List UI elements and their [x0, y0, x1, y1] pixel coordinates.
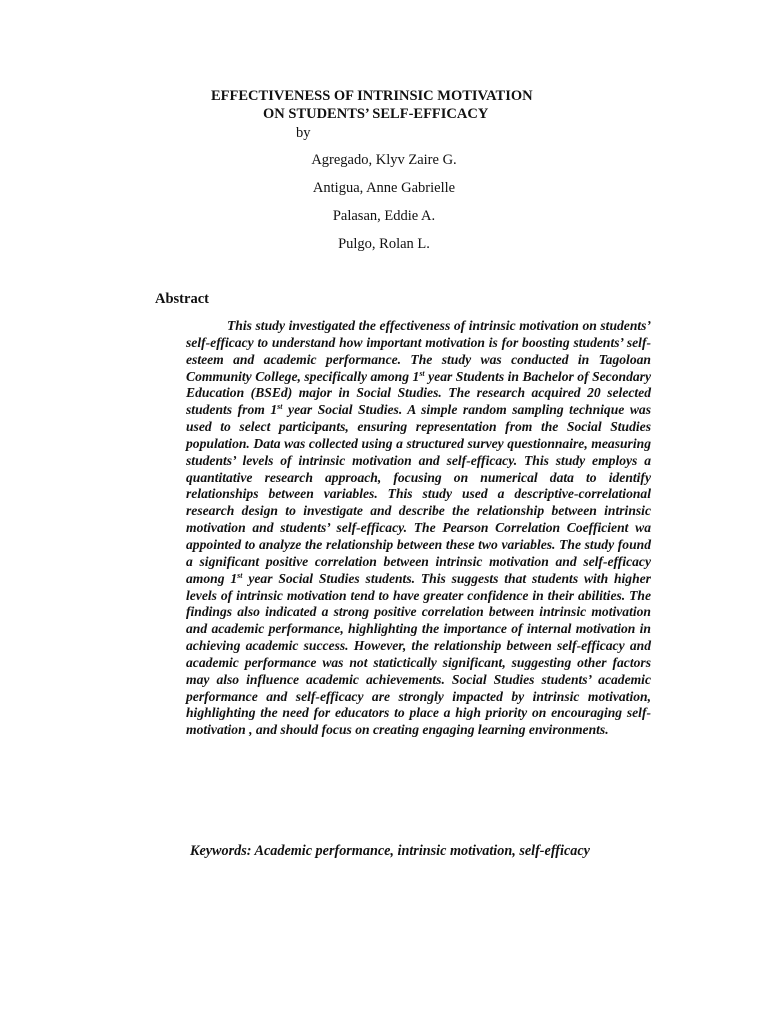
- author-name: Palasan, Eddie A.: [332, 208, 436, 224]
- abstract-text: year Social Studies students. This suggests that students with higher levels of intrinsic motivation tend to have greater confidence in their abilities. The findings also indicated a strong positive correlation between intrinsic motivation and academic performance, highlighting the importance of internal motivation in achieving academic success. However, the relationship between self-efficacy and academic performance was not statictically significant, suggesting other factors may also influence academic achievements. Social Studies students’ academic performance and self-efficacy are strongly impacted by intrinsic motivation, highlighting the need for educators to place a high priority on encouraging self-motivation , and should focus on creating engaging learning environments.: [186, 570, 651, 738]
- author-name: Antigua, Anne Gabrielle: [312, 180, 456, 196]
- author-name: Agregado, Klyv Zaire G.: [311, 152, 457, 168]
- abstract-text: This study investigated the effectiveness of intrinsic motivation on students’ self-efficacy to understand how important motivation is for boosting students’ self-esteem and academic performance. The study was conducted in Tagoloan Community College, specifically among 1: [186, 318, 651, 384]
- keywords-line: Keywords: Academic performance, intrinsic motivation, self-efficacy: [190, 843, 590, 859]
- abstract-text: year Social Studies. A simple random sampling technique was used to select participants, ensuring representation from the Social Studies population. Data was collected using a structured survey questionnaire, measuring students’ levels of intrinsic motivation and self-efficacy. This study employs a quantitative research approach, focusing on numerical data to identify relationships between variables. This study used a descriptive-correlational research design to investigate and describe the relationship between intrinsic motivation and students’ self-efficacy. The Pearson Correlation Coefficient wa appointed to analyze the relationship between these two variables. The study found a significant positive correlation between intrinsic motivation and self-efficacy among 1: [186, 402, 651, 586]
- author-name: Pulgo, Rolan L.: [338, 236, 430, 252]
- abstract-body: [186, 318, 651, 739]
- ordinal-superscript: st: [419, 368, 425, 378]
- by-line: by: [296, 125, 311, 141]
- abstract-heading: Abstract: [155, 291, 209, 307]
- title-line-2: ON STUDENTS’ SELF-EFFICACY: [263, 106, 489, 122]
- ordinal-superscript: st: [237, 570, 243, 580]
- abstract-text: year Students in Bachelor of Secondary Education (BSEd) major in Social Studies. The research acquired 20 selected students from 1: [186, 368, 651, 418]
- ordinal-superscript: st: [277, 402, 283, 412]
- title-line-1: EFFECTIVENESS OF INTRINSIC MOTIVATION: [211, 88, 533, 104]
